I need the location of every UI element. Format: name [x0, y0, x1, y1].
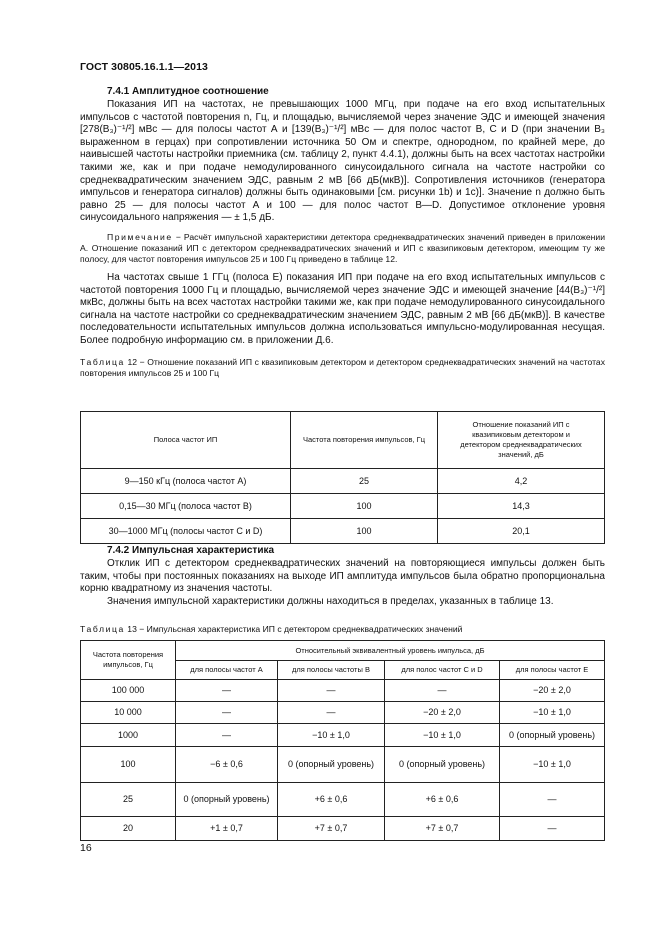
- cell: —: [278, 702, 385, 724]
- table-row: [81, 817, 605, 841]
- cell: −10 ± 1,0: [278, 724, 385, 747]
- sub-header: для полосы частот А: [176, 661, 278, 680]
- cell: —: [278, 680, 385, 702]
- cell: −10 ± 1,0: [385, 724, 500, 747]
- cell: 0 (опорный уровень): [500, 724, 605, 747]
- table-row: [81, 519, 605, 544]
- paragraph-band-e: На частотах свыше 1 ГГц (полоса Е) показания ИП при подаче на его вход испытательных импульсов с частотой повторения 1000 Гц и площадью, вычисляемой через значение ЭДС и имеющей значение [44(B₃)⁻¹/²] мкВс, должны быть на всех частотах настройки такими же, как при подаче немодулированного синусоидального сигнала на частоте настройки со среднеквадратическим значением ЭДС, равным 2 мВ [66 дБ(мкВ)]. В качестве последовательности испытательных импульсов должна использоваться импульсно-модулированная несущая. Более подробную информацию см. в приложении Д.6.: [80, 271, 605, 346]
- cell: 25: [81, 783, 176, 817]
- cell: 100: [291, 519, 438, 544]
- cell: 10 000: [81, 702, 176, 724]
- cell: −10 ± 1,0: [500, 747, 605, 783]
- table-row: [81, 494, 605, 519]
- paragraph-limits: Значения импульсной характеристики должны находиться в пределах, указанных в таблице 13.: [107, 595, 554, 607]
- cell: 0 (опорный уровень): [176, 783, 278, 817]
- table-row: [81, 680, 605, 702]
- cell: 1000: [81, 724, 176, 747]
- cell: —: [500, 783, 605, 817]
- cell: —: [176, 724, 278, 747]
- table-row: [81, 469, 605, 494]
- note: [80, 232, 605, 265]
- col-header-ratio: Отношение показаний ИП с квазипиковым детектором и детектором среднеквадратических значений, дБ: [438, 412, 605, 469]
- document-header: ГОСТ 30805.16.1.1—2013: [80, 61, 208, 73]
- cell: —: [176, 702, 278, 724]
- note-text: − Расчёт импульсной характеристики детектора среднеквадратических значений приведен в приложении А. Отношение показаний ИП с детектором среднеквадратических значений и ИП с квазипиковым детектором, имеющим ту же полосу, для частот повторения импульсов 25 и 100 Гц приведено в таблице 12.: [80, 231, 605, 264]
- section-title: 7.4.2 Импульсная характеристика: [107, 545, 275, 556]
- table-row: [81, 747, 605, 783]
- paragraph-response: Отклик ИП с детектором среднеквадратических значений на повторяющиеся импульсы должен быть таким, чтобы при постоянных показаниях на выходе ИП амплитуда импульсов была обратно пропорциональна корню квадратному из значения частоты.: [80, 558, 605, 595]
- table12-caption: [80, 357, 605, 379]
- cell: 14,3: [438, 494, 605, 519]
- col-header-repetition: Частота повторения импульсов, Гц: [81, 641, 176, 680]
- cell: 30—1000 МГц (полосы частот С и D): [81, 519, 291, 544]
- table-row: [81, 783, 605, 817]
- cell: 100: [291, 494, 438, 519]
- table13-caption: [80, 624, 605, 635]
- cell: 0 (опорный уровень): [278, 747, 385, 783]
- cell: 100: [81, 747, 176, 783]
- cell: −10 ± 1,0: [500, 702, 605, 724]
- col-header-repetition: Частота повторения импульсов, Гц: [291, 412, 438, 469]
- table-12: [80, 411, 605, 544]
- cell: 0 (опорный уровень): [385, 747, 500, 783]
- cell: +6 ± 0,6: [385, 783, 500, 817]
- cell: 25: [291, 469, 438, 494]
- cell: +7 ± 0,7: [278, 817, 385, 841]
- col-header-band: Полоса частот ИП: [81, 412, 291, 469]
- cell: +6 ± 0,6: [278, 783, 385, 817]
- sub-header: для полосы частоты В: [278, 661, 385, 680]
- cell: 100 000: [81, 680, 176, 702]
- cell: 4,2: [438, 469, 605, 494]
- cell: 20: [81, 817, 176, 841]
- section-7-4-1: [80, 86, 605, 379]
- cell: —: [176, 680, 278, 702]
- page-number: 16: [80, 842, 92, 854]
- cell: +7 ± 0,7: [385, 817, 500, 841]
- table-row: [81, 702, 605, 724]
- cell: +1 ± 0,7: [176, 817, 278, 841]
- table-header-row: [81, 412, 605, 469]
- cell: —: [500, 817, 605, 841]
- table-row: [81, 724, 605, 747]
- sub-header: для полос частот С и D: [385, 661, 500, 680]
- cell: −6 ± 0,6: [176, 747, 278, 783]
- caption-text: 12 − Отношение показаний ИП с квазипиковым детектором и детектором среднеквадратических значений на частотах повторения импульсов 25 и 100 Гц: [80, 356, 605, 378]
- caption-text: 13 − Импульсная характеристика ИП с детектором среднеквадратических значений: [124, 624, 463, 634]
- caption-label: Таблица: [80, 624, 125, 634]
- cell: —: [385, 680, 500, 702]
- cell: −20 ± 2,0: [500, 680, 605, 702]
- caption-label: Таблица: [80, 356, 125, 367]
- cell: 9—150 кГц (полоса частот А): [81, 469, 291, 494]
- paragraph-amplitude: Показания ИП на частотах, не превышающих 1000 МГц, при подаче на его вход испытательных импульсов с частотой повторения n, Гц, и площадью, вычисляемой через значение ЭДС и имеющей значения [278(B₃)⁻¹/²] мВс — для полосы частот А и [139(B₃)⁻¹/²] мВс — для полос частот В, С и D (при значении B₃ выраженном в герцах) при сопротивлении источника 50 Ом и спектре, однородном, по крайней мере, до наивысшей частоты настройки приемника (см. таблицу 2, пункт 4.4.1), должны быть на всех частотах настройки такими же, как и при подаче немодулированного синусоидального сигнала на частоте настройки со среднеквадратическим значением ЭДС, равным 2 мВ [66 дБ(мкВ)]. Сопротивления источников (генератора импульсов и генератора сигналов) должны быть одинаковыми [см. рисунки 1b) и 1с)]. Значение n должно быть равно 25 — для полосы частот А и 100 — для полос частот В—D. Допустимое отклонение уровня синусоидального напряжения — ± 1,5 дБ.: [80, 99, 605, 224]
- col-header-group: Относительный эквивалентный уровень импульса, дБ: [176, 641, 605, 661]
- table-header-row: [81, 641, 605, 661]
- cell: 20,1: [438, 519, 605, 544]
- table-13: [80, 640, 605, 841]
- section-title: 7.4.1 Амплитудное соотношение: [107, 86, 269, 97]
- section-7-4-2: [80, 545, 605, 608]
- note-label: Примечание: [107, 231, 173, 242]
- sub-header: для полосы частот Е: [500, 661, 605, 680]
- cell: 0,15—30 МГц (полоса частот В): [81, 494, 291, 519]
- cell: −20 ± 2,0: [385, 702, 500, 724]
